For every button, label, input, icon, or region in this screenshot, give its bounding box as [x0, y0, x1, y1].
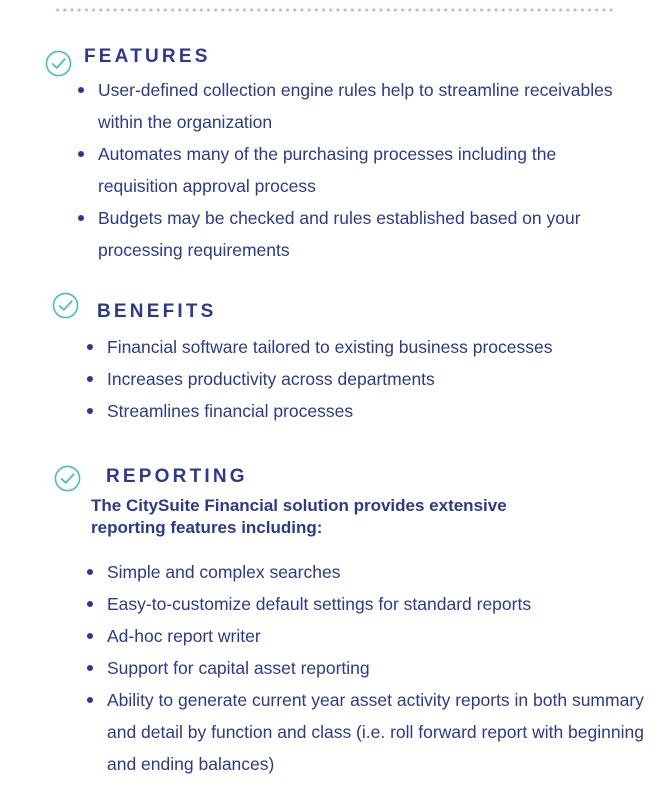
dotted-divider [54, 8, 614, 12]
check-circle-icon [54, 465, 81, 492]
features-list [78, 74, 638, 266]
list-item: User-defined collection engine rules help to streamline receivables within the organization [78, 74, 638, 138]
reporting-list [87, 556, 647, 780]
features-heading: FEATURES [84, 46, 211, 67]
benefits-heading: BENEFITS [97, 301, 217, 322]
check-circle-icon [45, 50, 72, 77]
list-item: Streamlines financial processes [87, 395, 647, 427]
check-circle-icon [52, 292, 79, 319]
list-item: Increases productivity across departments [87, 363, 647, 395]
reporting-heading: REPORTING [106, 466, 248, 487]
list-item: Easy-to-customize default settings for standard reports [87, 588, 647, 620]
list-item: Simple and complex searches [87, 556, 647, 588]
benefits-list [87, 331, 647, 427]
list-item: Ad-hoc report writer [87, 620, 647, 652]
list-item: Automates many of the purchasing processes including the requisition approval process [78, 138, 638, 202]
list-item: Budgets may be checked and rules established based on your processing requirements [78, 202, 638, 266]
list-item: Support for capital asset reporting [87, 652, 647, 684]
list-item: Financial software tailored to existing business processes [87, 331, 647, 363]
list-item: Ability to generate current year asset activity reports in both summary and detail by function and class (i.e. roll forward report with beginning and ending balances) [87, 684, 647, 780]
reporting-intro: The CitySuite Financial solution provides extensive reporting features including: [91, 496, 507, 537]
